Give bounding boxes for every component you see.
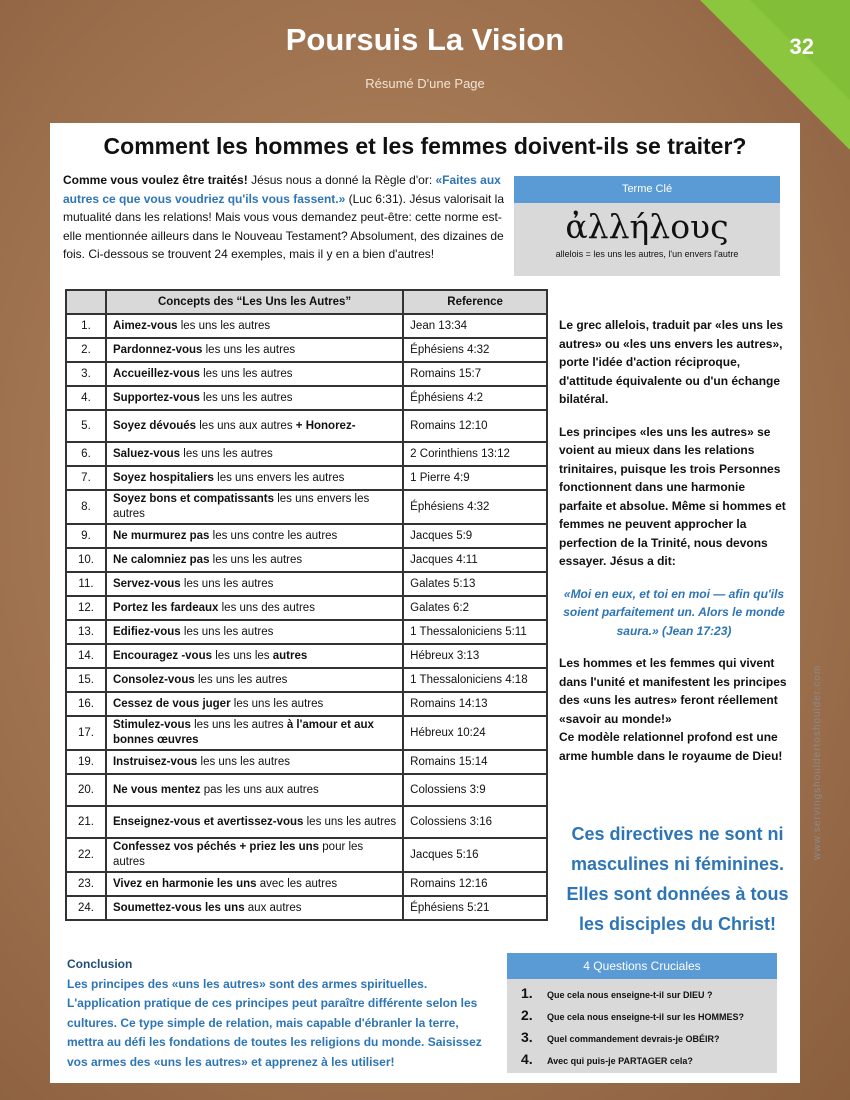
table-row bbox=[66, 572, 547, 596]
row-number: 23. bbox=[66, 872, 106, 896]
row-concept bbox=[106, 410, 403, 442]
question-item bbox=[521, 983, 777, 1005]
table-row bbox=[66, 362, 547, 386]
row-concept bbox=[106, 896, 403, 920]
question-text: Que cela nous enseigne-t-il sur DIEU ? bbox=[547, 990, 713, 1000]
row-reference: Éphésiens 4:2 bbox=[403, 386, 547, 410]
row-concept bbox=[106, 314, 403, 338]
concept-bold: Servez-vous bbox=[112, 577, 181, 590]
table-row bbox=[66, 466, 547, 490]
concept-bold: Stimulez-vous bbox=[112, 719, 191, 731]
table-header-row bbox=[66, 290, 547, 314]
row-concept bbox=[106, 668, 403, 692]
concept-text: les uns les autres bbox=[202, 343, 296, 356]
concept-text: les uns les autres bbox=[199, 367, 293, 380]
table-row bbox=[66, 750, 547, 774]
concept-text: les uns des autres bbox=[218, 601, 315, 614]
row-number: 2. bbox=[66, 338, 106, 362]
header-reference: Reference bbox=[403, 290, 547, 314]
question-number: 3. bbox=[521, 1029, 533, 1045]
row-number: 16. bbox=[66, 692, 106, 716]
row-concept bbox=[106, 872, 403, 896]
concept-bold: Soyez bons et compatissants bbox=[112, 493, 274, 505]
table-row bbox=[66, 838, 547, 872]
row-concept bbox=[106, 806, 403, 838]
concept-text: aux autres bbox=[244, 901, 302, 914]
intro-text-2: (Luc 6:31). Jésus valorisait la mutualité dans les relations! Mais vous vous demandez peut-être: cette norme est-elle mentionnée ailleurs dans le Nouveau Testament? Absolument, des dizaines de fois. Ci-dessous se trouvent 24 exemples, mais il y en a bien d'autres! bbox=[63, 191, 505, 261]
key-term-label: Terme Clé bbox=[514, 176, 780, 203]
row-reference: Éphésiens 4:32 bbox=[403, 490, 547, 524]
row-concept bbox=[106, 490, 403, 524]
row-concept bbox=[106, 572, 403, 596]
row-concept bbox=[106, 386, 403, 410]
concept-text: les uns les autres bbox=[177, 319, 271, 332]
row-number: 10. bbox=[66, 548, 106, 572]
question-text: Que cela nous enseigne-t-il sur les HOMMES? bbox=[547, 1012, 745, 1022]
page-subtitle: Résumé D'une Page bbox=[365, 76, 485, 91]
concept-bold: Supportez-vous bbox=[112, 391, 200, 404]
table-row bbox=[66, 806, 547, 838]
concept-bold: Portez les fardeaux bbox=[112, 601, 219, 614]
row-reference: Jean 13:34 bbox=[403, 314, 547, 338]
question-item bbox=[521, 1005, 777, 1027]
row-concept bbox=[106, 620, 403, 644]
concept-bold: Accueillez-vous bbox=[112, 367, 200, 380]
row-concept bbox=[106, 750, 403, 774]
row-concept bbox=[106, 524, 403, 548]
intro-lead: Comme vous voulez être traités! bbox=[63, 173, 248, 187]
table-row bbox=[66, 596, 547, 620]
row-concept bbox=[106, 362, 403, 386]
table-row bbox=[66, 774, 547, 806]
concept-bold: Ne calomniez pas bbox=[112, 553, 210, 566]
concept-bold: Soumettez-vous les uns bbox=[112, 901, 245, 914]
explanation-p3: Les hommes et les femmes qui vivent dans l'unité et manifestent les principes des «uns les autres» feront réellement «savoir au monde!» bbox=[559, 656, 787, 726]
concept-bold: Instruisez-vous bbox=[112, 755, 198, 768]
row-number: 11. bbox=[66, 572, 106, 596]
question-item bbox=[521, 1049, 777, 1071]
header-concepts: Concepts des “Les Uns les Autres” bbox=[106, 290, 403, 314]
concept-text: les uns envers les autres bbox=[112, 493, 370, 520]
question-item bbox=[521, 1027, 777, 1049]
concept-text: les uns les autres bbox=[194, 673, 288, 686]
question-number: 4. bbox=[521, 1051, 533, 1067]
questions-list bbox=[507, 979, 777, 1071]
table-row bbox=[66, 442, 547, 466]
concept-text: les uns aux autres bbox=[196, 419, 296, 432]
row-number: 12. bbox=[66, 596, 106, 620]
row-concept bbox=[106, 716, 403, 750]
concept-text: les uns les autres bbox=[180, 577, 274, 590]
concept-text: pas les uns aux autres bbox=[200, 783, 319, 796]
concept-bold: Ne murmurez pas bbox=[112, 529, 210, 542]
row-number: 8. bbox=[66, 490, 106, 524]
row-reference: Romains 12:10 bbox=[403, 410, 547, 442]
row-number: 1. bbox=[66, 314, 106, 338]
concept-bold: Cessez de vous juger bbox=[112, 697, 231, 710]
table-row bbox=[66, 524, 547, 548]
row-number: 9. bbox=[66, 524, 106, 548]
row-concept bbox=[106, 548, 403, 572]
table-row bbox=[66, 410, 547, 442]
concept-text: les uns envers les autres bbox=[213, 471, 345, 484]
concept-bold-2: autres bbox=[272, 649, 308, 662]
table-row bbox=[66, 386, 547, 410]
concept-text: les uns les autres bbox=[209, 553, 303, 566]
row-concept bbox=[106, 596, 403, 620]
table-row bbox=[66, 716, 547, 750]
row-reference: Jacques 4:11 bbox=[403, 548, 547, 572]
greek-word: ἀλλήλους bbox=[565, 207, 729, 246]
concept-bold: Soyez hospitaliers bbox=[112, 471, 214, 484]
concept-text: les uns les autres bbox=[199, 391, 293, 404]
page-number: 32 bbox=[789, 34, 814, 59]
row-reference: Romains 14:13 bbox=[403, 692, 547, 716]
conclusion-text: Les principes des «uns les autres» sont des armes spirituelles. L'application pratique de ces principes peut paraître différente selon les cultures. Ce type simple de relation, mais capable d'ébranler la terre, mettra au défi les fondations de toutes les religions du monde. Saisissez vos armes des «uns les autres» et apprenez à les utiliser! bbox=[67, 976, 482, 1069]
concept-text: les uns les autres bbox=[303, 815, 397, 828]
row-reference: Colossiens 3:9 bbox=[403, 774, 547, 806]
row-concept bbox=[106, 692, 403, 716]
row-number: 15. bbox=[66, 668, 106, 692]
row-reference: Colossiens 3:16 bbox=[403, 806, 547, 838]
row-reference: Hébreux 10:24 bbox=[403, 716, 547, 750]
concept-text: les uns les autres bbox=[180, 625, 274, 638]
concept-text: les uns les autres bbox=[197, 755, 290, 768]
row-concept bbox=[106, 442, 403, 466]
table-row bbox=[66, 314, 547, 338]
row-reference: Galates 6:2 bbox=[403, 596, 547, 620]
row-number: 3. bbox=[66, 362, 106, 386]
row-number: 21. bbox=[66, 806, 106, 838]
row-number: 5. bbox=[66, 410, 106, 442]
concept-bold: Ne vous mentez bbox=[112, 783, 201, 796]
row-number: 24. bbox=[66, 896, 106, 920]
row-reference: Romains 12:16 bbox=[403, 872, 547, 896]
main-heading: Comment les hommes et les femmes doivent-ils se traiter? bbox=[103, 133, 747, 159]
row-number: 19. bbox=[66, 750, 106, 774]
row-reference: Éphésiens 4:32 bbox=[403, 338, 547, 362]
concept-bold: Consolez-vous bbox=[112, 673, 195, 686]
row-number: 7. bbox=[66, 466, 106, 490]
explanation-p1: Le grec allelois, traduit par «les uns les autres» ou «les uns envers les autres», porte l'idée d'action réciproque, d'attitude équivalente ou d'un échange bilatéral. bbox=[559, 318, 784, 406]
row-concept bbox=[106, 466, 403, 490]
concept-bold: Soyez dévoués bbox=[112, 419, 197, 432]
conclusion-title: Conclusion bbox=[67, 957, 133, 971]
question-text: Quel commandement devrais-je OBÉIR? bbox=[547, 1034, 720, 1044]
header-number bbox=[66, 290, 106, 314]
content-panel bbox=[50, 123, 800, 1083]
table-row bbox=[66, 490, 547, 524]
row-number: 20. bbox=[66, 774, 106, 806]
concept-text: les uns les autres bbox=[230, 697, 324, 710]
concept-bold: Vivez en harmonie les uns bbox=[112, 877, 257, 890]
concept-bold: Confessez vos péchés + priez les uns bbox=[112, 841, 320, 853]
concept-text: avec les autres bbox=[256, 877, 338, 890]
one-another-table bbox=[65, 289, 548, 921]
concept-text: les uns les autres bbox=[190, 719, 287, 731]
website-watermark: www.servingshouldertoshoulder.com bbox=[812, 664, 823, 860]
row-number: 13. bbox=[66, 620, 106, 644]
concept-bold: Enseignez-vous et avertissez-vous bbox=[112, 815, 304, 828]
intro-text-1: Jésus nous a donné la Règle d'or: bbox=[247, 173, 436, 187]
table-row bbox=[66, 872, 547, 896]
table-row bbox=[66, 548, 547, 572]
concept-bold: Edifiez-vous bbox=[112, 625, 181, 638]
row-concept bbox=[106, 644, 403, 668]
intro-paragraph bbox=[63, 171, 510, 264]
row-concept bbox=[106, 774, 403, 806]
concept-text: les uns les autres bbox=[180, 447, 273, 460]
explanation-column bbox=[559, 316, 789, 779]
table-row bbox=[66, 644, 547, 668]
questions-title: 4 Questions Cruciales bbox=[507, 953, 777, 979]
page-title: Poursuis La Vision bbox=[285, 22, 565, 57]
table-row bbox=[66, 668, 547, 692]
table-row bbox=[66, 692, 547, 716]
row-reference: Galates 5:13 bbox=[403, 572, 547, 596]
row-reference: Éphésiens 5:21 bbox=[403, 896, 547, 920]
concept-text: pour les autres bbox=[112, 841, 364, 868]
concept-bold-2: + Honorez- bbox=[295, 419, 356, 432]
table-row bbox=[66, 338, 547, 362]
scripture-quote: «Moi en eux, et toi en moi — afin qu'ils soient parfaitement un. Alors le monde saura.» (Jean 17:23) bbox=[563, 586, 785, 638]
concept-bold-2: à l'amour et aux bonnes œuvres bbox=[112, 719, 374, 746]
row-reference: Romains 15:7 bbox=[403, 362, 547, 386]
row-reference: Romains 15:14 bbox=[403, 750, 547, 774]
key-term-box bbox=[514, 176, 780, 276]
question-text: Avec qui puis-je PARTAGER cela? bbox=[547, 1056, 693, 1066]
explanation-p4: Ce modèle relationnel profond est une arme humble dans le royaume de Dieu! bbox=[559, 730, 783, 763]
term-definition: allelois = les uns les autres, l'un envers l'autre bbox=[555, 249, 739, 259]
row-reference: Jacques 5:16 bbox=[403, 838, 547, 872]
question-number: 1. bbox=[521, 985, 533, 1001]
row-concept bbox=[106, 338, 403, 362]
row-number: 4. bbox=[66, 386, 106, 410]
callout-text: Ces directives ne sont ni masculines ni féminines. Elles sont données à tous les disciples du Christ! bbox=[566, 824, 789, 934]
concept-bold: Pardonnez-vous bbox=[112, 343, 203, 356]
questions-box bbox=[507, 953, 777, 1073]
row-reference: Jacques 5:9 bbox=[403, 524, 547, 548]
golden-rule: «Faites aux autres ce que vous voudriez qu'ils vous fassent.» bbox=[63, 173, 501, 206]
row-number: 6. bbox=[66, 442, 106, 466]
row-number: 22. bbox=[66, 838, 106, 872]
concept-text: les uns contre les autres bbox=[209, 529, 338, 542]
table-row bbox=[66, 896, 547, 920]
row-reference: 1 Thessaloniciens 4:18 bbox=[403, 668, 547, 692]
concept-text: les uns les bbox=[212, 649, 273, 662]
row-reference: 2 Corinthiens 13:12 bbox=[403, 442, 547, 466]
row-number: 17. bbox=[66, 716, 106, 750]
concept-bold: Saluez-vous bbox=[112, 447, 181, 460]
concept-bold: Encouragez -vous bbox=[112, 649, 213, 662]
concept-bold: Aimez-vous bbox=[112, 319, 178, 332]
explanation-p2: Les principes «les uns les autres» se voient au mieux dans les relations trinitaires, puisque les trois Personnes fonctionnent dans une harmonie parfaite et absolue. Même si hommes et femmes ne peuvent approcher la perfection de la Trinité, nous devons essayer. Jésus a dit: bbox=[559, 424, 786, 568]
row-reference: Hébreux 3:13 bbox=[403, 644, 547, 668]
row-number: 14. bbox=[66, 644, 106, 668]
question-number: 2. bbox=[521, 1007, 533, 1023]
row-concept bbox=[106, 838, 403, 872]
table-row bbox=[66, 620, 547, 644]
row-reference: 1 Pierre 4:9 bbox=[403, 466, 547, 490]
row-reference: 1 Thessaloniciens 5:11 bbox=[403, 620, 547, 644]
conclusion-block bbox=[67, 955, 487, 1072]
